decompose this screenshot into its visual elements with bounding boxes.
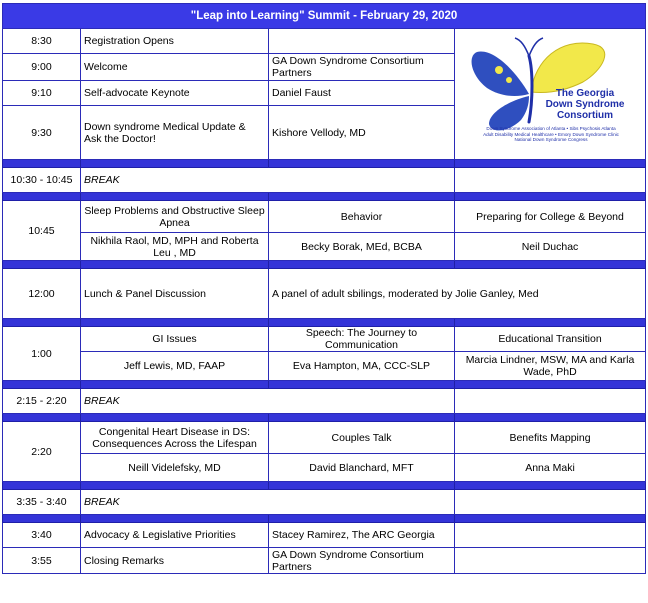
speaker-cell <box>269 29 455 54</box>
session-topics-row <box>3 422 646 454</box>
separator-bar <box>3 515 646 523</box>
speaker-cell: Neill Videlefsky, MD <box>81 454 269 482</box>
event-cell: Welcome <box>81 54 269 81</box>
session-speakers-row <box>3 352 646 381</box>
lunch-row <box>3 269 646 319</box>
time-cell: 1:00 <box>3 327 81 381</box>
separator-bar <box>3 381 646 389</box>
time-cell: 9:30 <box>3 106 81 160</box>
speaker-cell: GA Down Syndrome Consortium Partners <box>269 548 455 574</box>
speaker-cell: Stacey Ramirez, The ARC Georgia <box>269 523 455 548</box>
session-speakers-row <box>3 454 646 482</box>
separator-bar <box>3 319 646 327</box>
speaker-cell: David Blanchard, MFT <box>269 454 455 482</box>
break-label: BREAK <box>81 389 455 414</box>
schedule-row <box>3 523 646 548</box>
logo-title: The Georgia Down Syndrome Consortium <box>545 88 625 121</box>
separator-bar <box>3 261 646 269</box>
speaker-cell: Kishore Vellody, MD <box>269 106 455 160</box>
time-cell: 2:20 <box>3 422 81 482</box>
topic-cell: Congenital Heart Disease in DS: Consequences Across the Lifespan <box>81 422 269 454</box>
break-row <box>3 490 646 515</box>
schedule-row <box>3 29 646 54</box>
speaker-cell: Nikhila Raol, MD, MPH and Roberta Leu , MD <box>81 233 269 261</box>
time-cell: 3:35 - 3:40 <box>3 490 81 515</box>
separator-bar <box>3 482 646 490</box>
time-cell: 9:10 <box>3 81 81 106</box>
schedule-table <box>2 3 646 574</box>
logo-fine-print: Down Syndrome Association of Atlanta • Sibs Psychosis Atlanta Adult Disability Medical Healthcare • Emory Down Syndrome Clinic National Down Syndrome Congress <box>483 126 619 142</box>
separator-bar <box>3 160 646 168</box>
event-cell: Down syndrome Medical Update & Ask the Doctor! <box>81 106 269 160</box>
event-cell: Registration Opens <box>81 29 269 54</box>
break-label: BREAK <box>81 490 455 515</box>
page-title: "Leap into Learning" Summit - February 29, 2020 <box>3 4 646 29</box>
topic-cell: Behavior <box>269 201 455 233</box>
speaker-cell: Eva Hampton, MA, CCC-SLP <box>269 352 455 381</box>
session-speakers-row <box>3 233 646 261</box>
time-cell: 3:40 <box>3 523 81 548</box>
lunch-detail: A panel of adult sbilings, moderated by Jolie Ganley, Med <box>269 269 646 319</box>
speaker-cell: GA Down Syndrome Consortium Partners <box>269 54 455 81</box>
speaker-cell: Daniel Faust <box>269 81 455 106</box>
speaker-cell: Marcia Lindner, MSW, MA and Karla Wade, PhD <box>455 352 646 381</box>
break-label: BREAK <box>81 168 455 193</box>
event-cell: Closing Remarks <box>81 548 269 574</box>
time-cell: 2:15 - 2:20 <box>3 389 81 414</box>
topic-cell: Speech: The Journey to Communication <box>269 327 455 352</box>
topic-cell: Couples Talk <box>269 422 455 454</box>
speaker-cell: Neil Duchac <box>455 233 646 261</box>
time-cell: 3:55 <box>3 548 81 574</box>
topic-cell: GI Issues <box>81 327 269 352</box>
session-topics-row <box>3 327 646 352</box>
separator-bar <box>3 193 646 201</box>
topic-cell: Educational Transition <box>455 327 646 352</box>
time-cell: 8:30 <box>3 29 81 54</box>
speaker-cell: Becky Borak, MEd, BCBA <box>269 233 455 261</box>
topic-cell: Sleep Problems and Obstructive Sleep Apnea <box>81 201 269 233</box>
break-row <box>3 168 646 193</box>
topic-cell: Benefits Mapping <box>455 422 646 454</box>
separator-bar <box>3 414 646 422</box>
session-topics-row <box>3 201 646 233</box>
time-cell: 10:45 <box>3 201 81 261</box>
event-cell: Advocacy & Legislative Priorities <box>81 523 269 548</box>
speaker-cell: Jeff Lewis, MD, FAAP <box>81 352 269 381</box>
time-cell: 12:00 <box>3 269 81 319</box>
event-cell: Lunch & Panel Discussion <box>81 269 269 319</box>
schedule-page <box>2 3 645 574</box>
consortium-logo <box>455 29 646 160</box>
speaker-cell: Anna Maki <box>455 454 646 482</box>
event-cell: Self-advocate Keynote <box>81 81 269 106</box>
break-row <box>3 389 646 414</box>
topic-cell: Preparing for College & Beyond <box>455 201 646 233</box>
time-cell: 9:00 <box>3 54 81 81</box>
time-cell: 10:30 - 10:45 <box>3 168 81 193</box>
schedule-row <box>3 548 646 574</box>
